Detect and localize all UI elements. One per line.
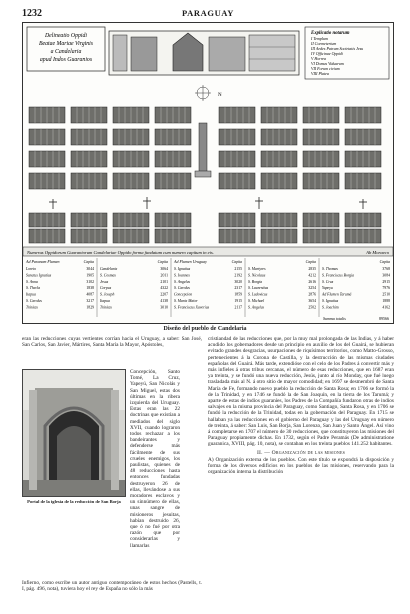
col1-bottom-text: Infierno, como escribe un autor antiguo contemporáneo de estos hechos (Pastells, t. I, pág. 496, nota), tuviera hoy el rey de España no sólo la más	[22, 580, 202, 593]
town-capita: 2915	[382, 279, 390, 284]
town-capita: 3102	[86, 279, 94, 284]
table-capita-head: Capita	[231, 260, 242, 264]
town-capita: 4162	[382, 305, 390, 310]
town-capita: 1829	[86, 305, 94, 310]
town-name: Itapua	[26, 292, 36, 297]
town-name: S. Martyres	[248, 267, 266, 271]
section-heading: II. — Organización de las misiones	[256, 449, 346, 456]
table-capita-head: Capita	[305, 260, 316, 264]
town-name: Trinitas	[26, 305, 38, 310]
town-name: S. Ludovicus	[248, 292, 268, 297]
town-capita: 7976	[382, 286, 390, 291]
town-name: Ad Flumen Tarumá	[322, 292, 352, 297]
town-capita: 1838	[86, 286, 94, 291]
town-plan-drawing	[23, 23, 393, 323]
town-name: S. Thecla	[26, 286, 41, 291]
town-name: Concepcion	[174, 292, 193, 297]
church-portal-image	[22, 369, 126, 497]
town-capita: 2207	[160, 292, 168, 297]
town-capita: 3064	[160, 267, 168, 271]
town-name: S. Borgia	[248, 279, 263, 284]
col2-top-text: cristiandad de las reducciones que, por la muy mal prolongada de las Indias, y á haber acudido los gobernadores desde un principio en auxilio de los del Guairá, se hubieran evitado grandes desgracias, usurpaciones de riquísimos territorios, como Matto-Grosso, pertenecientes á la Corona de Castilla, y la destrucción de las mismas ciudades españolas del Guairá. Más tarde, extendióse con el celo de los Padres á convertir más y más infieles á otras tribus cercanas, el número de esas reducciones, que en 1687 eran ya treinta, y se fundó una nueva reducción, Jesús, junto al río Monday, que fué luego trasladada más al N. á otro sitio de mayor comodidad; en 1697 se desmembró de Santa María de Fe, formando nuevo pueblo la reducción de Santa Rosa; en 1706 se formó la de la Trinidad, y en 1746 se fundó la de San Joaquín, en la tierra de los Tarumá; y aparte de estas de indios guaraníes, los Padres de la Compañía fundaron otras de indios salvajes en la misma provincia del Paraguay, como Santiago, Santa Rosa, y en 1706 se fundó la reducción de la Trinidad, todas en la gobernación del Paraguay. En 1715 se hallaban ya las reducciones en el gobierno del Paraguay y las del Uruguay en número de treinta, á saber: San Luis, San Borja, San Lorenzo, San Juan y Santo Ángel. Así vino á completarse en 1707 el número de 30 reducciones, que constituyeron las misiones del Paraguay propiamente dichas. En 1732, según el Padre Peramás (De administratione guaranica, XVIII, pág. 10, nota), se contaban en los treinta pueblos 141.252 habitantes.	[208, 336, 394, 448]
town-name: S. Angelus	[174, 279, 190, 284]
table-column-head: Ad Paranam Flumen	[26, 259, 60, 264]
town-name: S. Ioannes	[174, 273, 190, 278]
town-capita: 3084	[382, 273, 390, 278]
town-capita: 1905	[86, 273, 94, 278]
town-capita: 2835	[308, 267, 316, 271]
col1-top-text: eran las reducciones cuyas vertientes corrían hacia el Uruguay, a saber: San José, San Carlos, San Javier, Mártires, Santa María la Mayor, Apóstoles,	[22, 336, 202, 349]
table-capita-head: Capita	[157, 260, 168, 264]
total-value: 89566	[379, 316, 389, 321]
town-name: S. Michael	[248, 299, 265, 303]
title-line: Beatae Mariae Virginis	[38, 41, 94, 47]
town-name: S. Ignatius	[174, 267, 191, 271]
town-name: S. Angelus	[248, 305, 264, 310]
church-complex	[109, 31, 299, 75]
col2-sub-text: A) Organización externa de los pueblos. Con este título se expondrá la disposición y forma de los diversos edificios en los pueblos de las misiones, reservando para la organización interna la distribución	[208, 456, 394, 476]
town-name: S. Cosmas	[100, 273, 116, 278]
town-capita: 4138	[160, 299, 168, 303]
banner-text: Numerus Oppidorum Guaraniorum Candelariae Oppido forma fundatum cum numero capitum in eis.	[27, 250, 214, 255]
town-name: Yapeyu	[322, 286, 333, 291]
page-header	[22, 8, 394, 20]
bottom-text-left	[22, 580, 394, 608]
running-title: PARAGUAY	[181, 8, 235, 18]
town-capita: 2502	[308, 305, 316, 310]
town-capita: 2155	[234, 267, 242, 271]
plaza-base	[195, 171, 211, 177]
legend-item: I Templum	[311, 36, 328, 41]
title-line: Delineatio Oppidi	[44, 33, 88, 39]
town-name: S. Joachim	[322, 305, 339, 310]
town-name: Sanctus Ignatius	[26, 273, 52, 278]
town-capita: 1888	[382, 299, 390, 303]
title-line: a Candelaria	[50, 49, 82, 55]
page-number: 1232	[22, 8, 42, 19]
title-line: apud Indos Guaranios	[39, 57, 93, 63]
town-name: S. Thomas	[322, 267, 338, 271]
town-capita: 2510	[382, 292, 390, 297]
town-capita: 4322	[160, 286, 168, 291]
plate-caption: Diseño del pueblo de Candelaria	[163, 326, 247, 332]
banner-tail: Ab Moraeco	[366, 250, 389, 255]
table-capita-head: Capita	[379, 260, 390, 264]
compass-rose	[195, 85, 222, 101]
town-capita: 4087	[86, 292, 94, 297]
town-name: S. Anna	[26, 279, 38, 284]
town-name: Loreto	[26, 267, 36, 271]
town-capita: 3654	[308, 299, 316, 303]
town-capita: 2317	[234, 286, 242, 291]
town-name: S. Cruz	[322, 279, 334, 284]
plaza-column	[199, 123, 207, 173]
cross-icon	[49, 197, 367, 209]
total-label: Summa totalis	[323, 316, 346, 321]
figure-caption: Portal de la iglesia de la reducción de San Borja	[27, 499, 121, 504]
town-capita: 2117	[234, 305, 242, 310]
town-capita: 2101	[160, 279, 168, 284]
town-name: S. Joseph	[100, 292, 115, 297]
col1-side-text: Concepción, Santo Tomé, La Cruz, Yapeyú, San Nicolás y San Miguel, estas dos últimas en la ribera izquierda del Uruguay. Estas eran las 22 doctrinas que existían a mediados del siglo XVII, cuando lograron todos rechazar a los bandeirantes y defenderse más fácilmente de sus crueles enemigos, los paulistas, quienes de 48 reducciones hasta entonces fundadas destruyeron 26 de ellas, llevándose a sus moradores esclavos y un sinnúmero de ellas, unas sangre de misioneros jesuitas, habían destruido 26, que ó no fué por otra razón que por considerarlas y llamarlas	[130, 369, 180, 549]
legend-item: VI Domus Viduarum	[311, 61, 344, 66]
compass-label: N	[218, 93, 222, 98]
text-beside-figure	[130, 369, 180, 549]
town-name: S. Maria Maior	[174, 299, 198, 303]
town-name: S. Carolus	[26, 299, 42, 303]
town-name: Candelaria	[100, 267, 118, 271]
town-name: S. Carolus	[174, 286, 190, 291]
town-capita: 2616	[308, 279, 316, 284]
town-capita: 3010	[160, 305, 168, 310]
town-capita: 2011	[160, 273, 168, 278]
town-name: Trinitas	[100, 305, 112, 310]
town-capita: 3044	[86, 267, 94, 271]
legend-item: VIII Platea	[311, 71, 329, 76]
town-name: Corpus	[100, 286, 112, 291]
town-capita: 3217	[86, 299, 94, 303]
town-capita: 3254	[308, 286, 316, 291]
town-name: S. Franciscus Borgia	[322, 273, 355, 278]
table-column-head: Ad Flumen Uruguay	[174, 259, 207, 264]
text-column-right	[208, 336, 394, 580]
town-name: S. Ignatius	[322, 299, 339, 303]
town-capita: 3768	[382, 267, 390, 271]
legend-item: IV Officinae Oppidi	[311, 51, 343, 56]
town-plan-plate	[22, 22, 394, 324]
town-capita: 1859	[234, 292, 242, 297]
town-capita: 4212	[308, 273, 316, 278]
town-capita: 2876	[308, 292, 316, 297]
town-name: Itapua	[100, 299, 110, 303]
town-capita: 1915	[234, 299, 242, 303]
town-capita: 2192	[234, 273, 242, 278]
town-name: S. Laurentius	[248, 286, 269, 291]
table-capita-head: Capita	[83, 260, 94, 264]
legend-item: VII Forum civium	[311, 66, 340, 71]
town-name: Jesus	[100, 279, 109, 284]
town-capita: 3020	[234, 279, 242, 284]
town-name: S. Nicolaus	[248, 273, 266, 278]
legend-item: V Horrea	[311, 56, 326, 61]
legend-title: Explicatio notarum	[311, 31, 350, 36]
legend-item: II Coemeterium	[311, 41, 337, 46]
town-name: S. Franciscus Xaverius	[174, 305, 210, 310]
legend-item: III Aedes Patrum Societatis Jesu	[311, 46, 364, 51]
